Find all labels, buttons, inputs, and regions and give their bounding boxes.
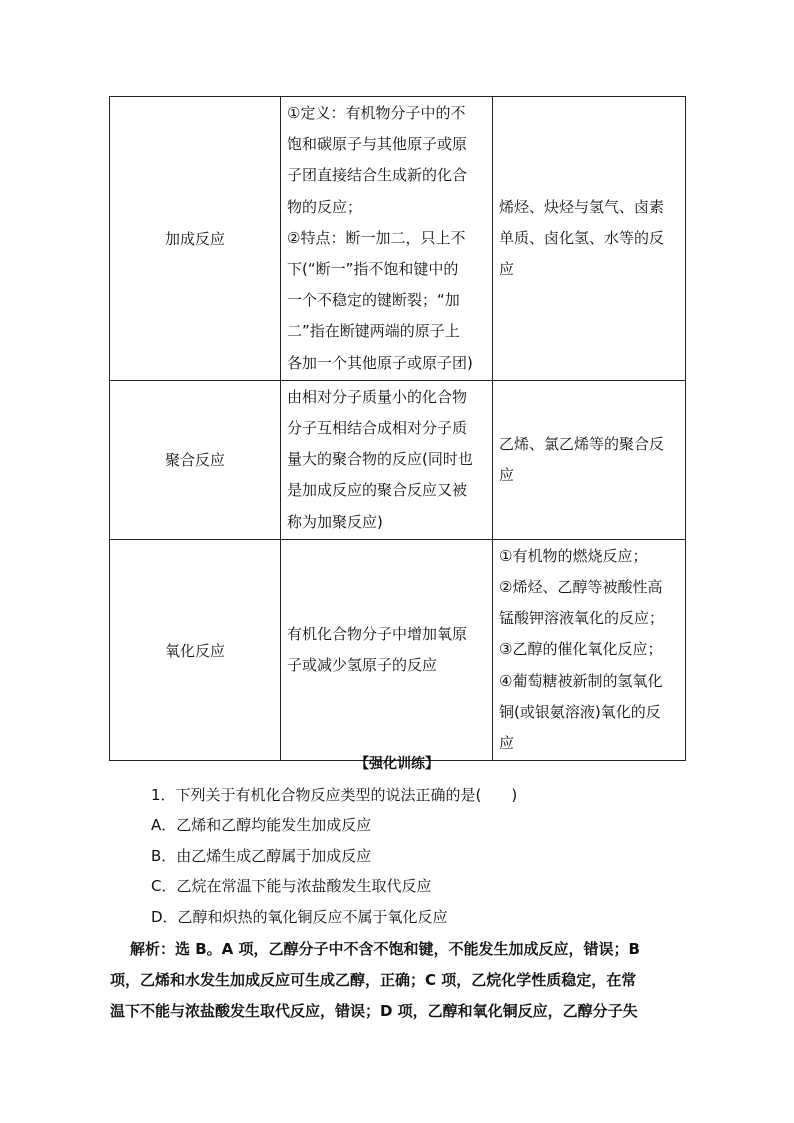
explanation-line: 解析：选 B。A 项，乙醇分子中不含不饱和键，不能发生加成反应，错误；B: [130, 940, 640, 958]
text-line: 应: [499, 734, 515, 753]
table-row: [110, 380, 686, 539]
text-line: ④葡萄糖被新制的氢氧化: [499, 671, 663, 690]
text-line: 是加成反应的聚合反应又被: [287, 481, 468, 500]
text-line: 物的反应；: [287, 197, 363, 216]
text-line: 分子互相结合成相对分子质: [287, 419, 468, 438]
text-line: ①定义：有机物分子中的不: [287, 104, 466, 122]
table-row: [110, 97, 686, 381]
reaction-examples: [493, 539, 686, 760]
text-line: 锰酸钾溶液氧化的反应；: [499, 609, 665, 628]
explanation-line: 项，乙烯和水发生加成反应可生成乙醇，正确；C 项，乙烷化学性质稳定，在常: [110, 971, 637, 989]
table-row: [110, 539, 686, 760]
text-line: ②特点：断一加二，只上不: [287, 228, 466, 247]
text-line: 铜(或银氨溶液)氧化的反: [499, 702, 661, 721]
text-line: 称为加聚反应): [287, 512, 383, 531]
reaction-name: 氧化反应: [110, 539, 281, 760]
reaction-name: 聚合反应: [110, 380, 281, 539]
reaction-definition: [281, 380, 493, 539]
text-line: 子团直接结合生成新的化合: [287, 166, 468, 185]
reaction-examples: [493, 97, 686, 381]
reaction-type-table: [109, 96, 686, 761]
reaction-definition: [281, 539, 493, 760]
text-line: 饱和碳原子与其他原子或原: [287, 135, 468, 154]
text-line: 乙烯、氯乙烯等的聚合反: [499, 434, 665, 453]
option-a: A．乙烯和乙醇均能发生加成反应: [151, 816, 372, 834]
text-line: 各加一个其他原子或原子团): [287, 353, 473, 372]
option-c: C．乙烷在常温下能与浓盐酸发生取代反应: [151, 877, 432, 895]
text-line: 有机化合物分子中增加氧原: [287, 624, 468, 643]
option-d: D．乙醇和炽热的氧化铜反应不属于氧化反应: [151, 908, 448, 926]
question-stem: 1．下列关于有机化合物反应类型的说法正确的是( ): [151, 786, 518, 804]
section-header: 【强化训练】: [355, 756, 439, 772]
explanation-line: 温下不能与浓盐酸发生取代反应，错误；D 项，乙醇和氧化铜反应，乙醇分子失: [110, 1002, 638, 1020]
text-line: 二”指在断键两端的原子上: [287, 322, 460, 341]
reaction-definition: [281, 97, 493, 381]
text-line: 应: [499, 465, 515, 484]
text-line: 应: [499, 260, 515, 279]
text-line: 量大的聚合物的反应(同时也: [287, 450, 473, 469]
text-line: 单质、卤化氢、水等的反: [499, 228, 665, 247]
text-line: ①有机物的燃烧反应；: [499, 546, 648, 565]
text-line: ③乙醇的催化氧化反应；: [499, 640, 663, 659]
option-b: B．由乙烯生成乙醇属于加成反应: [151, 847, 372, 865]
reaction-examples: [493, 380, 686, 539]
text-line: 烯烃、炔烃与氢气、卤素: [499, 197, 665, 216]
reaction-name: 加成反应: [110, 97, 281, 381]
text-line: 一个不稳定的键断裂；“加: [287, 291, 460, 310]
text-line: 子或减少氢原子的反应: [287, 656, 438, 675]
text-line: 由相对分子质量小的化合物: [287, 387, 468, 406]
text-line: 下(“断一”指不饱和键中的: [287, 260, 459, 279]
text-line: ②烯烃、乙醇等被酸性高: [499, 578, 663, 597]
